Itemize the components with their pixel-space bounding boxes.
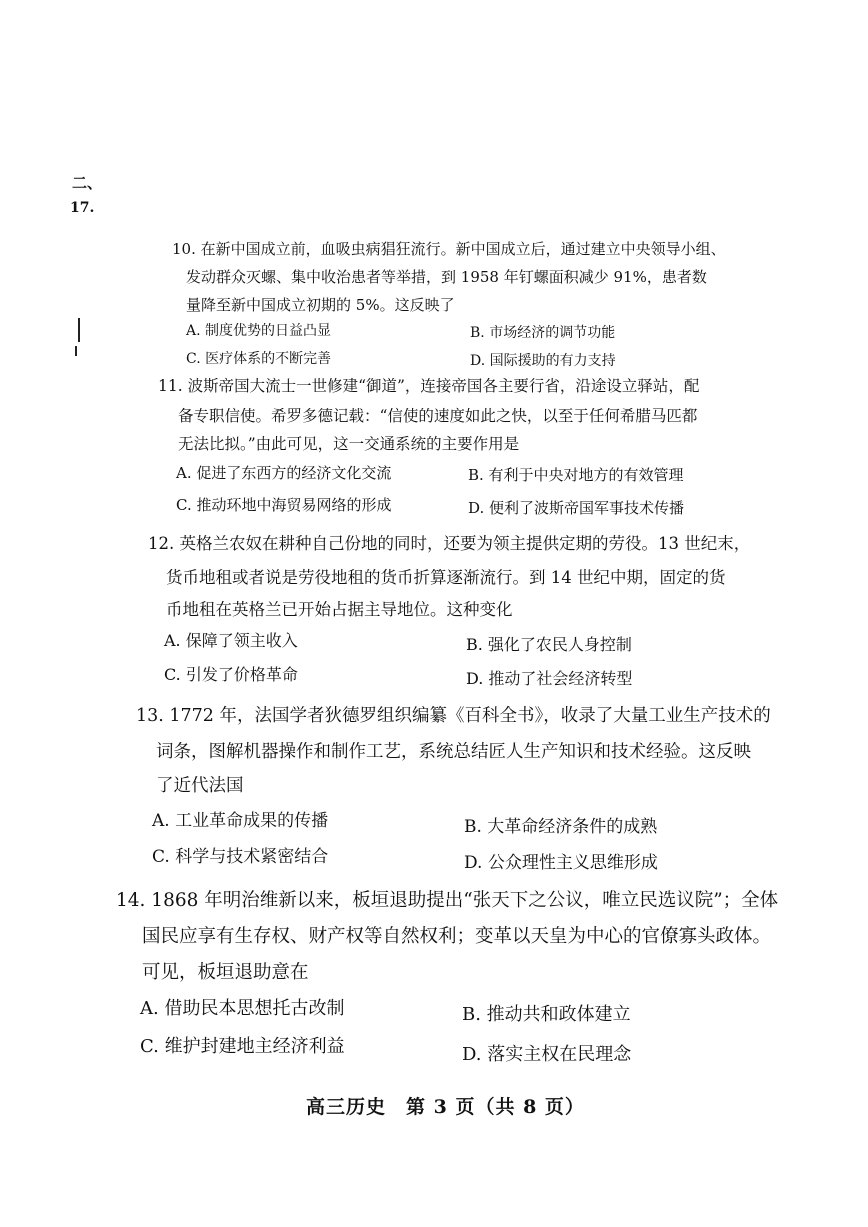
option-b: B. 推动共和政体建立 <box>462 1004 631 1025</box>
option-c: C. 引发了价格革命 <box>164 665 298 684</box>
question-stem-line: 量降至新中国成立初期的 5%。这反映了 <box>186 296 455 314</box>
question-stem-line: 币地租在英格兰已开始占据主导地位。这种变化 <box>166 600 513 619</box>
option-c: C. 推动环地中海贸易网络的形成 <box>176 496 392 514</box>
question-stem-line: 备专职信使。希罗多德记载：“信使的速度如此之快，以至于任何希腊马匹都 <box>178 407 698 425</box>
pen-mark <box>78 318 80 342</box>
option-a: A. 制度优势的日益凸显 <box>186 323 332 339</box>
question-stem-line: 了近代法国 <box>156 776 244 796</box>
option-a: A. 促进了东西方的经济文化交流 <box>176 464 392 482</box>
question-stem-line: 12. 英格兰农奴在耕种自己份地的同时，还要为领主提供定期的劳役。13 世纪末， <box>148 534 751 553</box>
question-stem-line: 发动群众灭螺、集中收治患者等举措，到 1958 年钉螺面积减少 91%，患者数 <box>186 268 707 286</box>
option-b: B. 强化了农民人身控制 <box>466 635 632 654</box>
question-stem-line: 11. 波斯帝国大流士一世修建“御道”，连接帝国各主要行省，沿途设立驿站，配 <box>158 377 700 395</box>
question-stem-line: 无法比拟。”由此可见，这一交通系统的主要作用是 <box>178 435 520 453</box>
option-c: C. 维护封建地主经济利益 <box>140 1036 345 1057</box>
option-a: A. 借助民本思想托古改制 <box>140 998 345 1019</box>
option-a: A. 保障了领主收入 <box>164 631 298 650</box>
question-stem-line: 可见，板垣退助意在 <box>142 962 309 983</box>
question-stem-line: 10. 在新中国成立前，血吸虫病猖狂流行。新中国成立后，通过建立中央领导小组、 <box>172 240 726 258</box>
page-footer: 高三历史 第 3 页（共 8 页） <box>306 1096 585 1118</box>
section-mark: 二、 <box>72 174 103 192</box>
question-stem-line: 词条，图解机器操作和制作工艺，系统总结匠人生产知识和技术经验。这反映 <box>156 742 751 762</box>
option-d: D. 公众理性主义思维形成 <box>464 853 658 873</box>
question-17-mark: 17. <box>70 200 95 216</box>
question-stem-line: 13. 1772 年，法国学者狄德罗组织编纂《百科全书》，收录了大量工业生产技术的 <box>136 706 771 726</box>
option-c: C. 医疗体系的不断完善 <box>186 351 332 367</box>
pen-mark <box>75 346 77 356</box>
question-stem-line: 14. 1868 年明治维新以来，板垣退助提出“张天下之公议，唯立民选议院”；全体 <box>116 890 779 911</box>
option-a: A. 工业革命成果的传播 <box>152 811 329 831</box>
option-c: C. 科学与技术紧密结合 <box>152 847 329 867</box>
option-b: B. 有利于中央对地方的有效管理 <box>468 466 684 484</box>
option-d: D. 国际援助的有力支持 <box>470 353 616 369</box>
question-stem-line: 国民应享有生存权、财产权等自然权利；变革以天皇为中心的官僚寡头政体。 <box>142 926 772 947</box>
option-b: B. 大革命经济条件的成熟 <box>464 817 658 837</box>
question-stem-line: 货币地租或者说是劳役地租的货币折算逐渐流行。到 14 世纪中期，固定的货 <box>166 568 726 587</box>
option-d: D. 便利了波斯帝国军事技术传播 <box>468 499 685 517</box>
option-b: B. 市场经济的调节功能 <box>470 325 616 341</box>
option-d: D. 推动了社会经济转型 <box>466 669 633 688</box>
option-d: D. 落实主权在民理念 <box>462 1044 632 1065</box>
